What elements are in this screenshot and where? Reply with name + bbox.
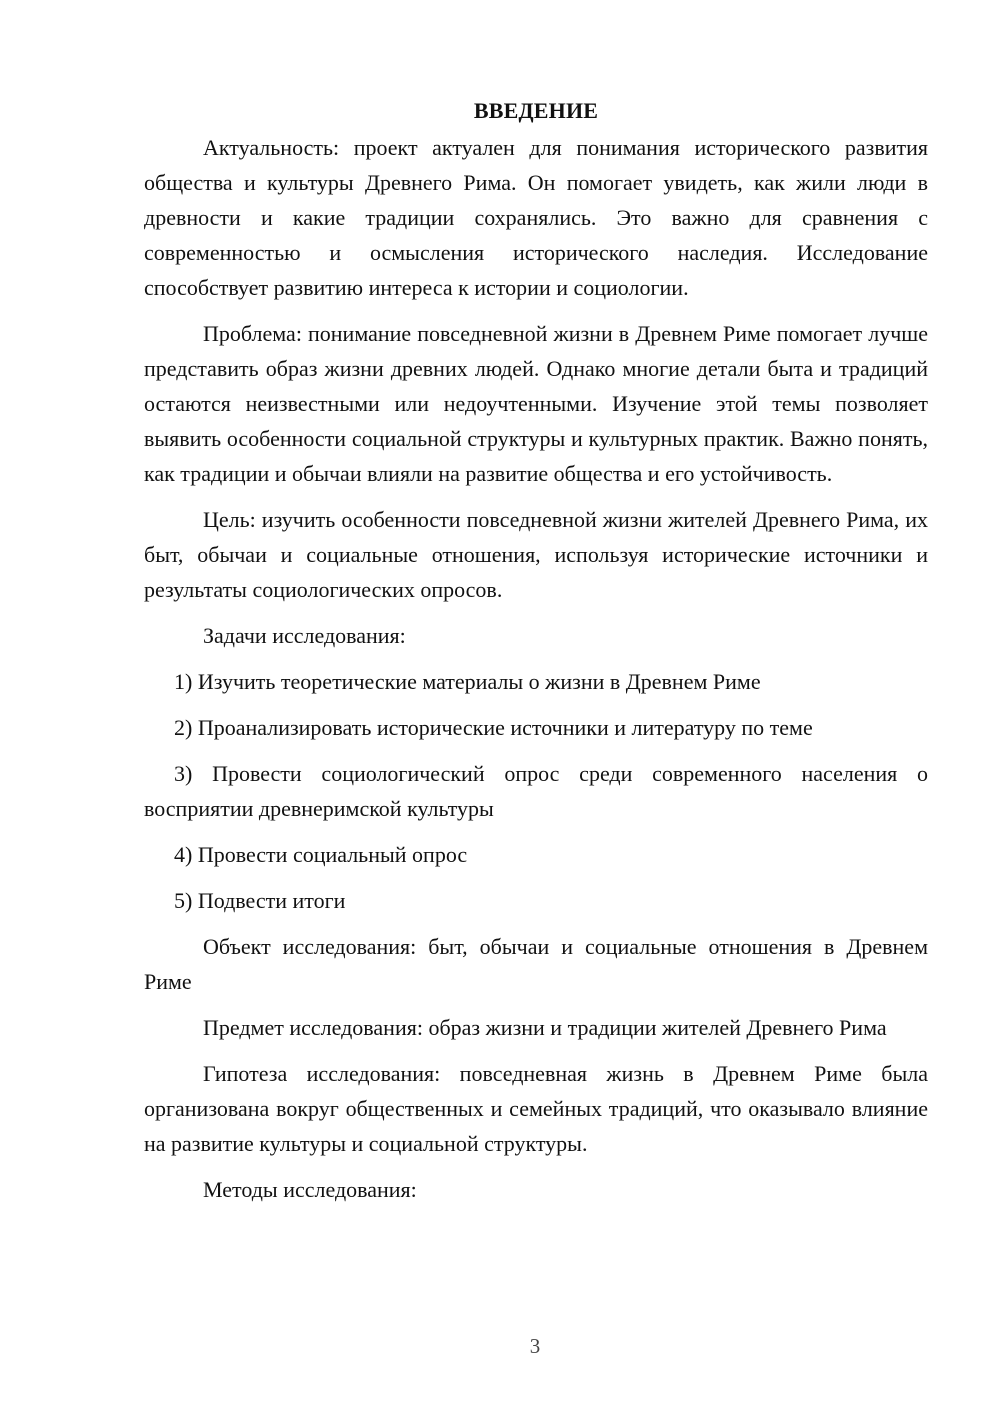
task-item-1: 1) Изучить теоретические материалы о жизни в Древнем Риме: [174, 669, 761, 694]
task-item-3: 3) Провести социологический опрос среди современного населения о восприятии древнеримской культуры: [144, 761, 928, 821]
subject-paragraph: Предмет исследования: образ жизни и традиции жителей Древнего Рима: [203, 1015, 887, 1040]
hypothesis-paragraph: Гипотеза исследования: повседневная жизнь в Древнем Риме была организована вокруг общественных и семейных традиций, что оказывало влияние на развитие культуры и социальной структуры.: [144, 1061, 928, 1156]
task-item-5: 5) Подвести итоги: [174, 888, 346, 913]
problem-paragraph: Проблема: понимание повседневной жизни в Древнем Риме помогает лучше представить образ жизни древних людей. Однако многие детали быта и традиций остаются неизвестными или недоучтенными. Изучение этой темы позволяет выявить особенности социальной структуры и культурных практик. Важно понять, как традиции и обычаи влияли на развитие общества и его устойчивость.: [144, 321, 928, 486]
methods-heading: Методы исследования:: [203, 1177, 417, 1202]
page-content: [144, 94, 928, 1218]
goal-paragraph: Цель: изучить особенности повседневной жизни жителей Древнего Рима, их быт, обычаи и социальные отношения, используя исторические источники и результаты социологических опросов.: [144, 507, 928, 602]
page-title: ВВЕДЕНИЕ: [473, 98, 599, 123]
page-number: 3: [529, 1334, 541, 1358]
object-paragraph: Объект исследования: быт, обычаи и социальные отношения в Древнем Риме: [144, 934, 928, 994]
tasks-heading: Задачи исследования:: [203, 623, 406, 648]
task-item-4: 4) Провести социальный опрос: [174, 842, 468, 867]
relevance-paragraph: Актуальность: проект актуален для понимания исторического развития общества и культуры Древнего Рима. Он помогает увидеть, как жили люди в древности и какие традиции сохранялись. Это важно для сравнения с современностью и осмысления исторического наследия. Исследование способствует развитию интереса к истории и социологии.: [144, 135, 928, 300]
task-item-2: 2) Проанализировать исторические источники и литературу по теме: [174, 715, 813, 740]
